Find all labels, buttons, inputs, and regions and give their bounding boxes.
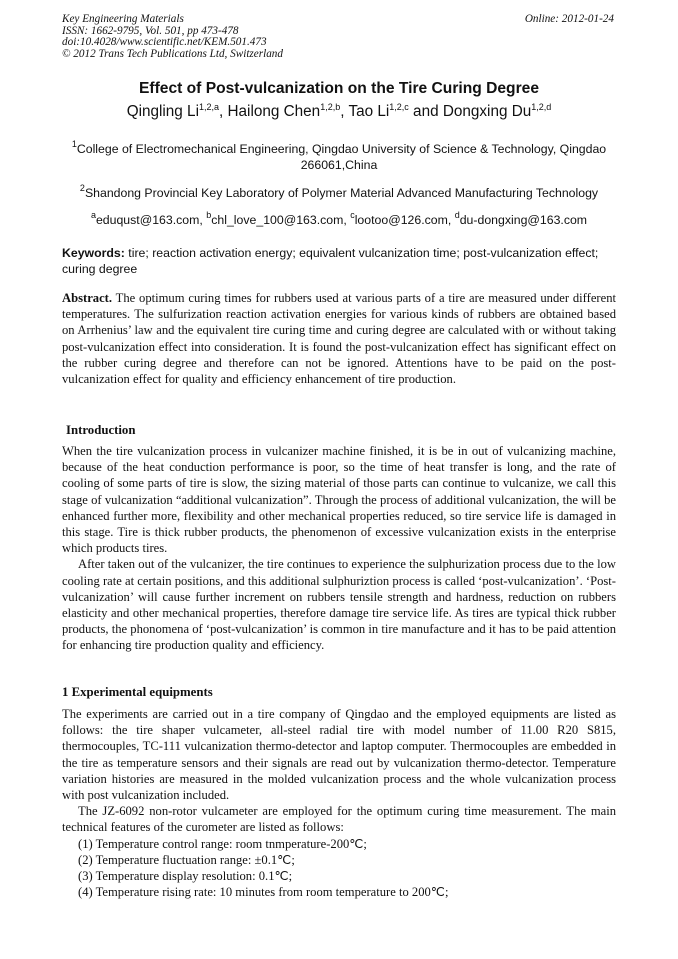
journal-name: Key Engineering Materials — [62, 13, 184, 25]
abstract-label: Abstract. — [62, 291, 113, 305]
email-sup: d — [454, 210, 460, 220]
keywords — [62, 245, 616, 277]
author-separator: , — [219, 103, 228, 120]
list-item: (1) Temperature control range: room tnmperature-200℃; — [78, 836, 367, 851]
author-separator: , — [340, 103, 349, 120]
email-link[interactable]: lootoo@126.com — [354, 213, 448, 227]
email-link[interactable]: eduqust@163.com — [95, 213, 200, 227]
abstract — [62, 290, 616, 387]
affiliation-1 — [62, 141, 616, 173]
intro-paragraph-1: When the tire vulcanization process in vulcanizer machine finished, it is be in out of vulcanizing machine, because of the heat conduction performance is poor, so the time of heat transfer is long, and the rate of cooling of some parts of tire is slow, the sizing material of those parts can continue to vulcanize, we call this stage of vulcanization “additional vulcanization”. Through the process of additional vulcanization, the will be enhanced further more, flexibility and other mechanical properties reduced, so tire service life is damaged in this stage. Tire is thick rubber products, the phenomenon of excessive vulcanization exists in the enterprise which products tires. — [62, 444, 616, 556]
online-date: Online: 2012-01-24 — [524, 13, 614, 25]
author-name: Tao Li — [348, 103, 390, 120]
journal-header — [62, 14, 614, 60]
email-separator: , — [343, 213, 351, 227]
section1-body — [62, 706, 616, 900]
author-sup: 1,2,a — [198, 102, 219, 112]
paper-title: Effect of Post-vulcanization on the Tire Curing Degree — [138, 80, 539, 97]
section1-paragraph-2: The JZ-6092 non-rotor vulcameter are employed for the optimum curing time measurement. The main technical features of the curometer are listed as follows: — [62, 804, 616, 835]
email-link[interactable]: chl_love_100@163.com — [211, 213, 344, 227]
keywords-text: tire; reaction activation energy; equivalent vulcanization time; post-vulcanization effect; curing degree — [62, 246, 599, 276]
email-sup: a — [90, 210, 96, 220]
author-name: Hailong Chen — [227, 103, 321, 120]
author-sup: 1,2,b — [320, 102, 341, 112]
author-name: Qingling Li — [126, 103, 199, 120]
list-item: (2) Temperature fluctuation range: ±0.1℃; — [78, 852, 295, 867]
intro-heading: Introduction — [66, 423, 136, 437]
copyright-line: © 2012 Trans Tech Publications Ltd, Switzerland — [62, 47, 283, 60]
intro-body — [62, 443, 616, 654]
email-list — [0, 210, 678, 227]
author-list — [0, 103, 678, 121]
author-sup: 1,2,c — [389, 102, 409, 112]
email-link[interactable]: du-dongxing@163.com — [459, 213, 588, 227]
author-sup: 1,2,d — [531, 102, 552, 112]
list-item: (4) Temperature rising rate: 10 minutes from room temperature to 200℃; — [78, 885, 449, 900]
affiliation-2 — [62, 185, 616, 201]
email-sup: c — [350, 210, 355, 220]
email-separator: , — [447, 213, 455, 227]
affiliation-sup: 1 — [71, 139, 77, 149]
affiliation-sup: 2 — [79, 183, 85, 193]
list-item: (3) Temperature display resolution: 0.1℃; — [78, 869, 293, 884]
author-and: and — [408, 103, 443, 120]
issn-line: ISSN: 1662-9795, Vol. 501, pp 473-478 — [62, 24, 239, 37]
abstract-text: The optimum curing times for rubbers used at various parts of a tire are measured under different temperatures. The sulfurization reaction activation energies for various kinds of rubbers are obtained based on Arrhenius’ law and the equivalent tire curing time and curing degree are calculated with or without taking post-vulcanization effect into consideration. It is found the post-vulcanization effect has significant effect on the rubber curing degree and therefore can not be ignored. Attentions have to be paid on the post-vulcanization effect for quality and efficiency enhancement of tire production. — [62, 291, 616, 387]
intro-paragraph-2: After taken out of the vulcanizer, the tire continues to experience the sulphurization process due to the low cooling rate at certain positions, and this additional sulphuriztion process is called ‘post-vulcanization’. ‘Post-vulcanization’ will cause further increment on rubbers tensile strength and hardness, reduction on rubbers elasticity and other mechanical properties, therefore damage tire service life. As tires are typical thick rubber products, the phonomena of ‘post-vulcanization’ is common in tire manufacture and it has to be paid attention for enhancing tire production quality and efficiency. — [62, 557, 616, 653]
email-sup: b — [206, 210, 212, 220]
author-name: Dongxing Du — [442, 103, 532, 120]
email-separator: , — [199, 213, 207, 227]
keywords-label: Keywords: — [62, 246, 125, 260]
section1-paragraph-1: The experiments are carried out in a tire company of Qingdao and the employed equipments are listed as follows: the tire shaper vulcameter, all-steel radial tire with model number of 11.00 R20 S815, thermocouples, TC-111 vulcanization thermo-detector and laptop computer. Thermocouples are embedded in the tire as temperature sensors and their signals are read out by vulcanization thermo-detector. Temperature variation histories are measured in the molded vulcanization process and the whole vulcanization process with post vulcanization included. — [62, 707, 616, 803]
affiliation-text: College of Electromechanical Engineering, Qingdao University of Science & Technology, Qingdao 266061,China — [76, 142, 607, 172]
affiliation-text: Shandong Provincial Key Laboratory of Polymer Material Advanced Manufacturing Technology — [84, 186, 599, 200]
section1-heading: 1 Experimental equipments — [62, 685, 213, 699]
doi-line: doi:10.4028/www.scientific.net/KEM.501.473 — [62, 36, 267, 48]
